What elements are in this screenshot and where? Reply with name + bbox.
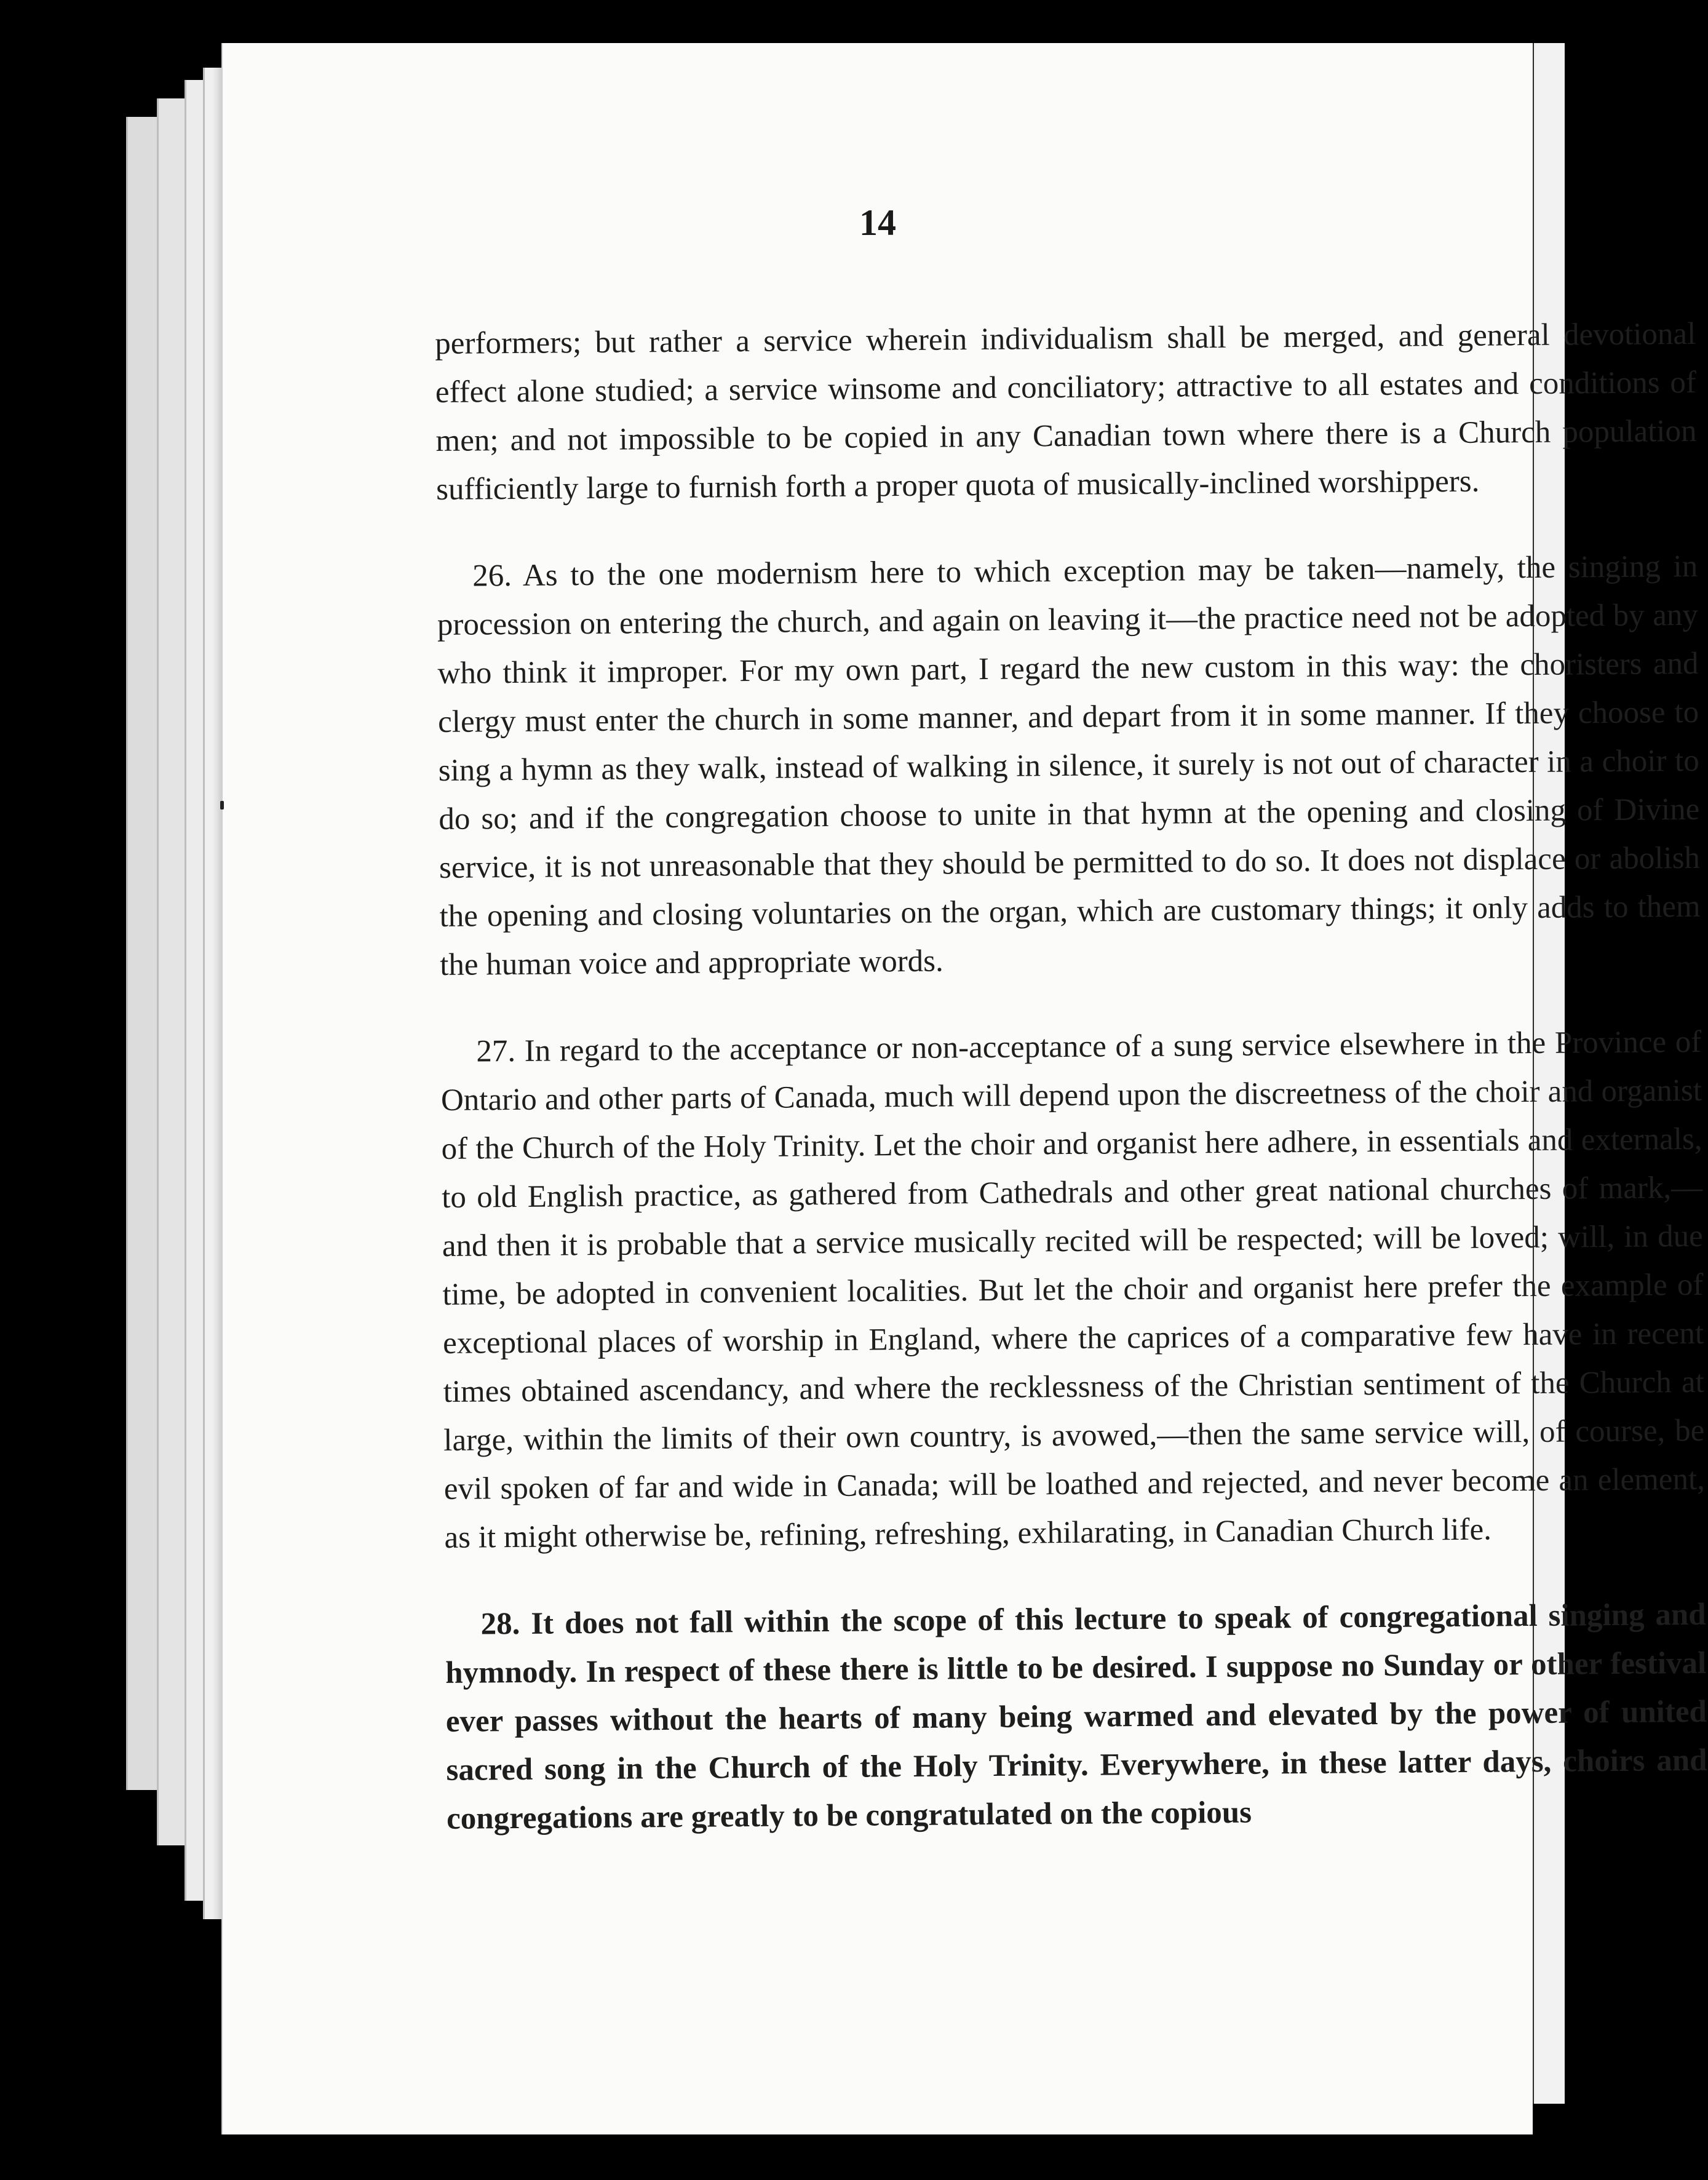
paragraph-27: 27. In regard to the acceptance or non-acceptance of a sung service elsewhere in the Province of Ontario and other parts of Canada, much will depend upon the discreetness of the choir and organist of the Church of the Holy Trinity. Let the choir and organist here adhere, in essentials and externals, to old English practice, as gathered from Cathedrals and other great national churches of mark,—and then it is probable that a service musically recited will be respected; will be loved; will, in due time, be adopted in convenient localities. But let the choir and organist here prefer the example of exceptional places of worship in England, where the caprices of a comparative few have in recent times obtained ascendancy, and where the recklessness of the Christian sentiment of the Church at large, within the limits of their own country, is avowed,—then the same service will, of course, be evil spoken of far and wide in Canada; will be loathed and rejected, and never become an element, as it might otherwise be, refining, refreshing, exhilarating, in Canadian Church life. xyxy=(440,1024,1706,1555)
document-page xyxy=(221,43,1707,2134)
paragraph-26: 26. As to the one modernism here to which exception may be taken—namely, the singing in procession on entering the church, and again on leaving it—the practice need not be adopted by any who think it improper. For my own part, I regard the new custom in this way: the choristers and clergy must enter the church in some manner, and depart from it in some manner. If they choose to sing a hymn as they walk, instead of walking in silence, it surely is not out of character in a choir to do so; and if the congregation choose to unite in that hymn at the opening and closing of Divine service, it is not unreasonable that they should be permitted to do so. It does not displace or abolish the opening and closing voluntaries on the organ, which are customary things; it only adds to them the human voice and appropriate words. xyxy=(437,549,1701,982)
margin-mark xyxy=(220,801,224,810)
paragraph-continuation: performers; but rather a service wherein individualism shall be merged, and general devotional effect alone studied; a service winsome and conciliatory; attractive to all estates and conditions of men; and not impossible to be copied in any Canadian town where there is a Church population sufficiently large to furnish forth a proper quota of musically-inclined worshippers. xyxy=(435,316,1697,507)
paragraph-28: 28. It does not fall within the scope of this lecture to speak of congregational singing and hymnody. In respect of these there is little to be desired. I suppose no Sunday or other festival ever passes without the hearts of many being warmed and elevated by the power of united sacred song in the Church of the Holy Trinity. Everywhere, in these latter days, choirs and congregations are greatly to be congratulated on the copious xyxy=(445,1597,1707,1836)
body-text xyxy=(435,310,1708,1882)
page-number: 14 xyxy=(859,202,896,243)
